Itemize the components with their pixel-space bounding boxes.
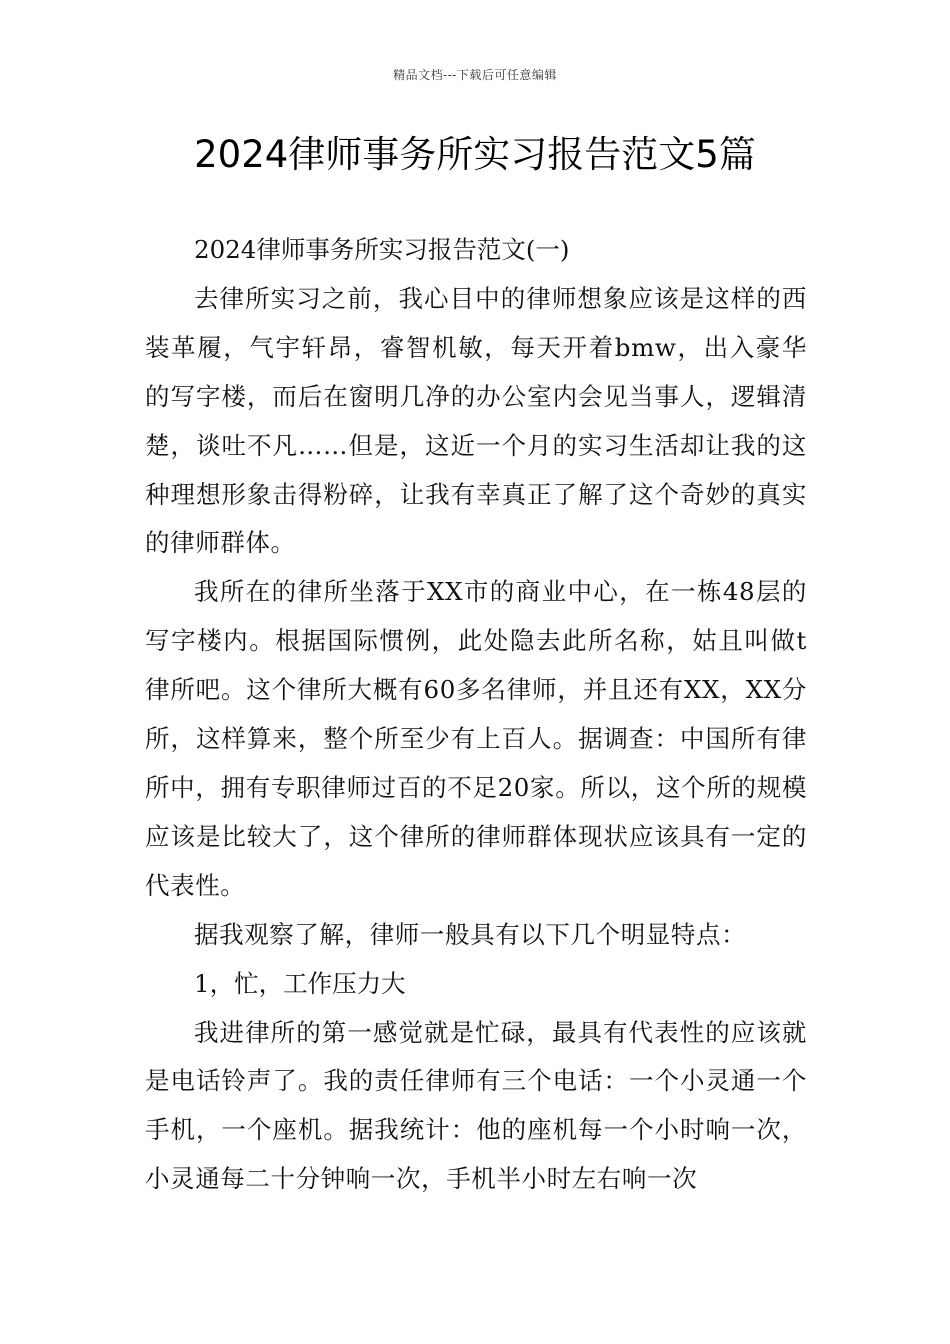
- header-note: 精品文档---下载后可任意编辑: [393, 68, 557, 82]
- section-heading: 2024律师事务所实习报告范文(一): [194, 235, 570, 264]
- point-heading: 1，忙，工作压力大: [194, 968, 406, 998]
- paragraph-2: 我所在的律所坐落于XX市的商业中心，在一栋48层的写字楼内。根据国际惯例，此处隐去此所名称，姑且叫做t律所吧。这个律所大概有60多名律师，并且还有XX，XX分所，这样算来，整个所至少有上百人。据调查：中国所有律所中，拥有专职律师过百的不足20家。所以，这个所的规模应该是比较大了，这个律所的律师群体现状应该具有一定的代表性。: [145, 577, 807, 900]
- document-title: 2024律师事务所实习报告范文5篇: [194, 133, 756, 176]
- paragraph-1: 去律所实习之前，我心目中的律师想象应该是这样的西装革履，气宇轩昂，睿智机敏，每天开着bmw，出入豪华的写字楼，而后在窗明几净的办公室内会见当事人，逻辑清楚，谈吐不凡……但是，这近一个月的实习生活却让我的这种理想形象击得粉碎，让我有幸真正了解了这个奇妙的真实的律师群体。: [145, 283, 807, 558]
- paragraph-3: 据我观察了解，律师一般具有以下几个明显特点：: [194, 919, 747, 949]
- document-body: [145, 226, 807, 1204]
- paragraph-4: 我进律所的第一感觉就是忙碌，最具有代表性的应该就是电话铃声了。我的责任律师有三个电话：一个小灵通一个手机，一个座机。据我统计：他的座机每一个小时响一次，小灵通每二十分钟响一次，手机半小时左右响一次: [145, 1017, 807, 1194]
